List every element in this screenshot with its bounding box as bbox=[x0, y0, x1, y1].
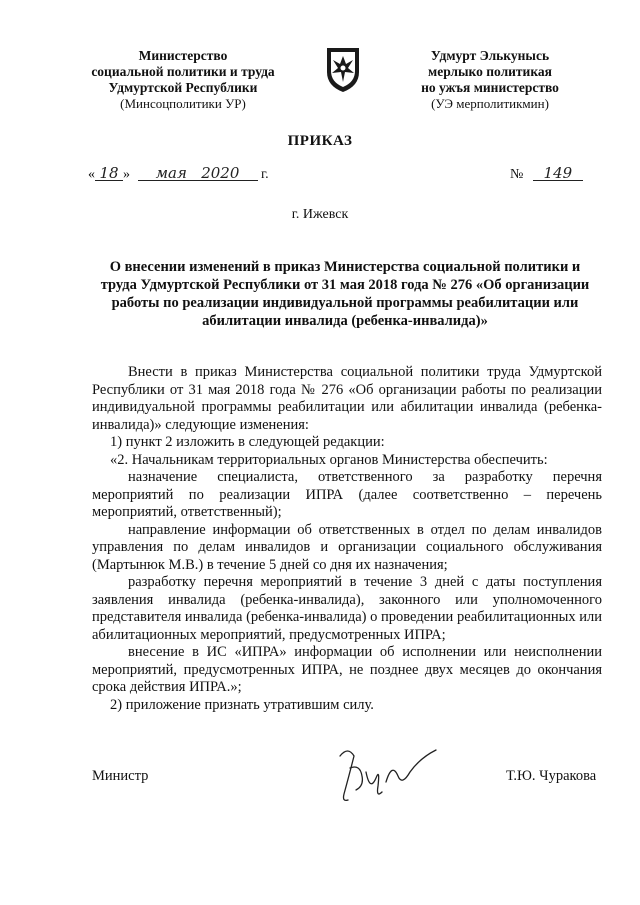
number-value: 149 bbox=[533, 166, 583, 181]
header-left-line2: социальной политики и труда bbox=[91, 64, 275, 79]
body-paragraph-8: 2) приложение признать утратившим силу. bbox=[110, 696, 374, 713]
city: г. Ижевск bbox=[291, 207, 349, 222]
order-body bbox=[92, 364, 602, 714]
ministry-header-russian bbox=[78, 48, 288, 112]
coat-of-arms-icon bbox=[323, 46, 363, 94]
order-heading: О внесении изменений в приказ Министерства социальной политики и труда Удмуртской Республики от 31 мая 2018 года № 276 «Об организации работы по реализации индивидуальной программы реабилитации или абилитации инвалида (ребенка-инвалида)» bbox=[100, 259, 590, 329]
header-left-line4: (Минсоцполитики УР) bbox=[120, 96, 246, 111]
number-label: № bbox=[510, 167, 524, 182]
date-suffix: г. bbox=[261, 167, 269, 182]
body-paragraph-6: разработку перечня мероприятий в течение 3 дней с даты поступления заявления инвалида (ребенка-инвалида), законного или уполномоченного представителя инвалида (ребенка-инвалида) о проведении реабилитационных или абилитационных мероприятий, предусмотренных ИПРА; bbox=[92, 574, 602, 643]
date-year: 2020 bbox=[201, 164, 240, 182]
header-right-line1: Удмурт Элькунысь bbox=[430, 48, 550, 63]
header-right-line2: мерлыко политикая bbox=[428, 64, 552, 79]
body-paragraph-2: 1) пункт 2 изложить в следующей редакции: bbox=[110, 434, 385, 450]
ministry-header-udmurt bbox=[392, 48, 588, 112]
handwritten-signature bbox=[320, 742, 440, 808]
body-paragraph-5: направление информации об ответственных в отдел по делам инвалидов управления по делам инвалидов и организации социального обслуживания (Мартынюк М.В.) в течение 5 дней со дня их назначения; bbox=[92, 521, 602, 573]
body-paragraph-3: «2. Начальникам территориальных органов Министерства обеспечить: bbox=[110, 451, 548, 468]
header-left-line3: Удмуртской Республики bbox=[108, 80, 258, 95]
body-paragraph-7: внесение в ИС «ИПРА» информации об исполнении или неисполнении мероприятий, предусмотренных ИПРА, не позднее двух месяцев до окончания срока действия ИПРА.»; bbox=[92, 644, 602, 695]
signatory-title: Министр bbox=[92, 768, 149, 784]
header-right-line3: но ужъя министерство bbox=[421, 80, 559, 95]
date-day: 18 bbox=[95, 166, 123, 181]
date-month: мая bbox=[155, 164, 187, 182]
body-paragraph-1: Внести в приказ Министерства социальной политики труда Удмуртской Республики от 31 мая 2018 года № 276 «Об организации работы по реализации индивидуальной программы реабилитации или абилитации инвалида (ребенка-инвалида)» следующие изменения: bbox=[92, 364, 602, 433]
date-close-quote: » bbox=[123, 167, 130, 182]
signatory-name: Т.Ю. Чуракова bbox=[506, 768, 597, 784]
header-left-line1: Министерство bbox=[138, 48, 228, 63]
body-paragraph-4: назначение специалиста, ответственного за разработку перечня мероприятий по реализации ИПРА (далее соответственно – перечень мероприятий, ответственный); bbox=[92, 469, 602, 520]
date-month-year bbox=[138, 166, 258, 181]
document-date bbox=[88, 166, 269, 183]
date-open-quote: « bbox=[88, 167, 95, 182]
document-type-title: ПРИКАЗ bbox=[287, 133, 353, 149]
document-number bbox=[510, 166, 583, 183]
header-right-line4: (УЭ мерполитикмин) bbox=[431, 96, 549, 111]
